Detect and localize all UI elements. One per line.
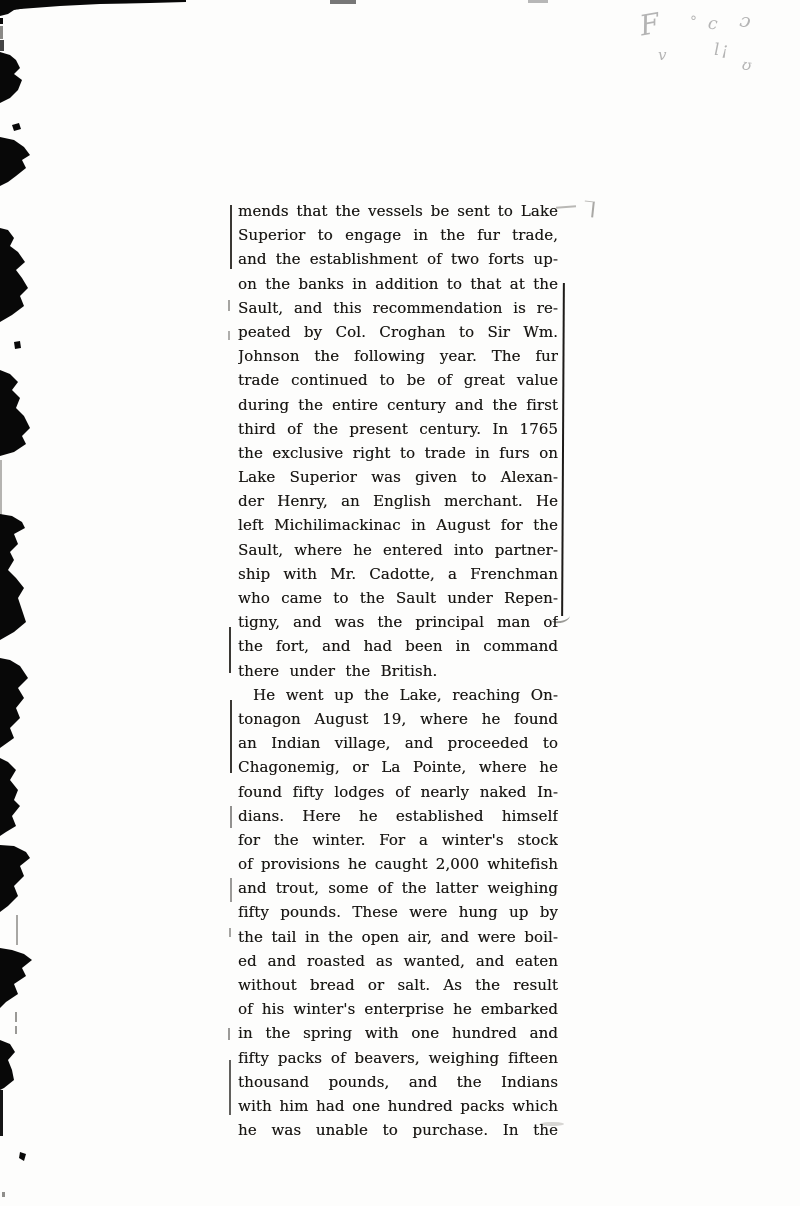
text-line: of provisions he caught 2,000 whitefish [238,855,558,874]
text-line: left Michilimackinac in August for the [238,516,558,535]
pencil-mark: v [658,46,667,64]
column-rule-left-segment [230,700,232,773]
text-line: he was unable to purchase. In the [238,1121,558,1140]
text-line: mends that the vessels be sent to Lake [238,202,558,220]
column-rule-left-segment [229,627,231,673]
column-rule-left-segment [229,928,231,937]
text-line: the fort, and had been in command [238,637,558,656]
text-line: trade continued to be of great value [238,371,558,390]
pencil-dash [556,205,576,208]
text-line: the exclusive right to trade in furs on [238,443,558,462]
column-rule-left-segment [229,1060,231,1115]
text-line: ed and roasted as wanted, and eaten [238,951,558,970]
text-line: thousand pounds, and the Indians [238,1072,558,1091]
text-line: the tail in the open air, and were boil- [238,927,558,946]
text-line: on the banks in addition to that at the [238,274,558,293]
column-rule-left-segment [228,1028,230,1040]
pencil-smudge [0,26,8,39]
text-line: fifty packs of beavers, weighing fifteen [238,1048,558,1067]
column-rule-left-segment [228,300,230,311]
text-line: peated by Col. Croghan to Sir Wm. [238,322,558,341]
text-line: Superior to engage in the fur trade, [238,226,558,245]
column-rule-right [561,283,565,616]
text-line: without bread or salt. As the result [238,976,558,994]
text-line: Sault, where he entered into partner- [238,540,558,559]
pencil-mark: ʊ [740,55,753,75]
text-line: found fifty lodges of nearly naked In- [238,782,558,801]
pencil-mark: F [637,6,663,43]
text-line: der Henry, an English merchant. He [238,492,558,511]
column-rule-left-segment [230,806,232,828]
pencil-hook [583,201,595,218]
text-line: ship with Mr. Cadotte, a Frenchman [238,564,558,583]
pencil-mark: c [706,13,719,35]
text-line: an Indian village, and proceeded to [238,734,558,753]
column-rule-left-segment [228,331,230,340]
text-line: and trout, some of the latter weighing [238,879,558,898]
clipping-text [238,199,558,1142]
text-line: for the winter. For a winter's stock [238,830,558,849]
text-line: Chagonemig, or La Pointe, where he [238,758,558,777]
pencil-mark: l¡ [714,40,731,60]
text-line: there under the British. [238,661,438,680]
text-line: who came to the Sault under Repen- [238,589,558,607]
text-line: and the establishment of two forts up- [238,250,558,269]
text-line: during the entire century and the first [238,395,558,414]
text-line: fifty pounds. These were hung up by [238,903,558,922]
pencil-mark: ° [690,14,697,30]
text-line: of his winter's enterprise he embarked [238,1000,558,1019]
text-line: Johnson the following year. The fur [238,347,558,366]
column-rule-left-segment [230,878,232,902]
text-line: Lake Superior was given to Alexan- [238,468,558,487]
text-line: tigny, and was the principal man of [238,613,558,632]
text-line: in the spring with one hundred and [238,1024,558,1043]
text-line: tonagon August 19, where he found [238,709,558,728]
top-edge-bar [0,0,560,14]
text-line: He went up the Lake, reaching On- [253,685,558,704]
pencil-mark: ɔ [737,9,753,33]
text-line: dians. Here he established himself [238,806,558,825]
text-line: with him had one hundred packs which [238,1096,558,1115]
text-line: third of the present century. In 1765 [238,419,558,438]
text-line: Sault, and this recommendation is re- [238,298,558,317]
column-rule-left-segment [230,205,232,269]
torn-page-edge [0,0,40,1206]
